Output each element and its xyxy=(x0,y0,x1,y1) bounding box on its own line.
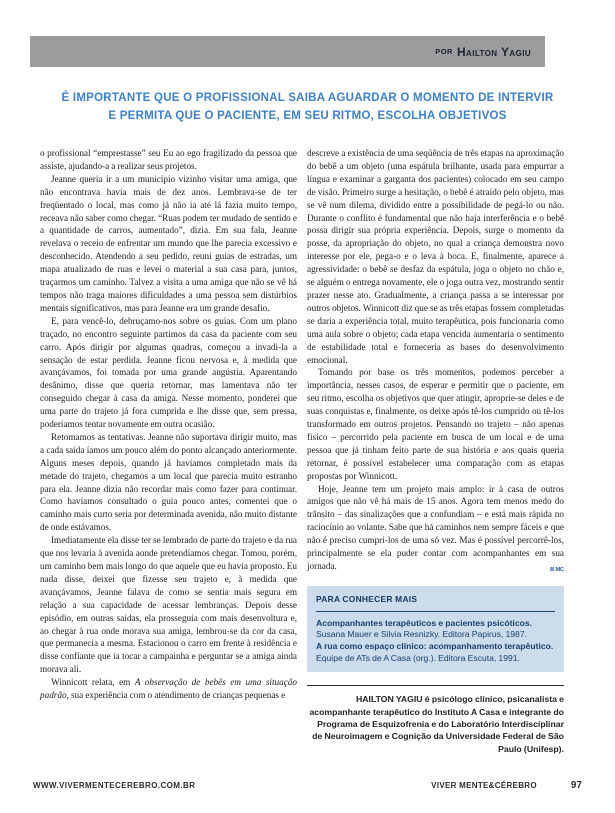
footer-right-group xyxy=(431,780,582,791)
article-paragraph xyxy=(40,173,297,315)
footer-website-url: WWW.VIVERMENTECEREBRO.COM.BR xyxy=(33,781,196,790)
article-paragraph xyxy=(40,147,297,173)
reference-title: A rua como espaço clínico: acompanhamento terapêutico. xyxy=(316,641,554,651)
know-more-entries xyxy=(316,618,555,664)
left-column xyxy=(40,147,297,755)
page-number: 97 xyxy=(570,780,582,791)
paragraph-text: Retomamos as tentativas. Jeanne não suportava dirigir muito, mas a cada saída íamos um pouco além do ponto alcançado anteriormente. Alguns meses depois, quando já havíamos completado mais da metade do trajeto, chegamos a um local que parecia muito estranho para ela. Jeanne dizia não recordar mais como fazer para continuar. Como havíamos consultado o guia pouco antes, comentei que o caminho mais curto seria por determinada avenida, não muito distante de onde estávamos. xyxy=(40,431,297,533)
article-paragraph xyxy=(307,483,564,573)
page-footer xyxy=(33,780,582,791)
article-paragraph xyxy=(40,676,297,702)
article-paragraph xyxy=(307,147,564,366)
author-bio xyxy=(307,693,564,755)
paragraph-text: Tomando por base os três momentos, podemos perceber a importância, nesses casos, de esperar e permitir que o paciente, em seu ritmo, escolha os objetivos que quer atingir, aproprie-se deles e de suas conquistas e, finalmente, os deixe após tê-los cumprido ou tê-los transformado em outros projetos. Pensando no trajeto – não apenas físico – percorrido pela paciente em busca de um local e de uma pessoa que já tinham feito parte de sua história e aos quais queria retornar, é possível estabelecer uma comparação com as etapas propostas por Winnicott. xyxy=(307,367,564,481)
article-body xyxy=(40,147,564,755)
book-title-italic: A observação de bebês em uma situação padrão xyxy=(40,677,297,701)
byline-author-name: Hailton Yagiu xyxy=(456,44,531,59)
footer-magazine-title: VIVER MENTE&CÉREBRO xyxy=(431,781,537,790)
article-paragraph xyxy=(40,431,297,534)
end-of-article-mark: MC xyxy=(539,564,564,577)
reference-entry xyxy=(316,641,555,664)
byline-prefix: POR xyxy=(435,47,453,56)
know-more-box xyxy=(307,586,564,672)
paragraph-text: Hoje, Jeanne tem um projeto mais amplo: ir à casa de outros amigos que não vê há mais de 15 anos. Agora tem menos medo do trânsito – das sinalizações que a confundiam – e está mais rápida no raciocínio ao volante. Sabe que há caminhos nem sempre fáceis e que não é preciso cumpri-los de uma só vez. Mas é possível percorrê-los, principalmente se ela puder contar com acompanhantes em sua jornada. xyxy=(307,483,564,571)
right-column xyxy=(307,147,564,755)
reference-entry xyxy=(316,618,555,641)
paragraph-text: Winnicott relata, em xyxy=(51,677,135,688)
paragraph-text: , sua experiência com o atendimento de crianças pequenas e xyxy=(66,690,286,701)
bio-divider-rule xyxy=(307,685,564,686)
headline-line-2: E PERMITA QUE O PACIENTE, EM SEU RITMO, ESCOLHA OBJETIVOS xyxy=(108,109,507,122)
headline-line-1: É IMPORTANTE QUE O PROFISSIONAL SAIBA AGUARDAR O MOMENTO DE INTERVIR xyxy=(61,92,554,104)
author-bio-name: HAILTON YAGIU xyxy=(355,694,423,705)
paragraph-text: descreve a existência de uma seqüência de três etapas na aproximação do bebê a um objeto (uma espátula brilhante, usada para empurrar a língua e examinar a garganta dos pacientes) colocado em seu campo de visão. Primeiro surge a hesitação, o bebê é atraído pelo objeto, mas se vê num dilema, dividido entre a possibilidade de pegá-lo ou não. Durante o conflito é fundamental que não haja interferência e o bebê possa dirigir sua própria experiência. Depois, surge o momento da posse, da apropriação do objeto, no qual a criança demonstra novo interesse por ele, pega-o e o leva à boca. E, finalmente, aparece a agressividade: o bebê se desfaz da espátula, joga o objeto no chão e, se alguém o entrega novamente, ele o joga outra vez, mostrando sentir prazer nesse ato. Gradualmente, a criança passa a se interessar por outros objetos. Winnicott diz que se as três etapas fossem completadas se daria a experiência total, muito terapêutica, pois funcionaria como uma aula sobre o objeto; cada etapa vencida aumentaria o sentimento de estabilidade total e forneceria as bases do desenvolvimento emocional. xyxy=(307,148,564,365)
reference-title: Acompanhantes terapêuticos e pacientes psicóticos. xyxy=(316,617,533,628)
paragraph-text: E, para vencê-lo, debruçamo-nos sobre os guias. Com um plano traçado, no encontro seguinte partimos da casa da paciente com seu carro. Após dirigir por algumas quadras, começou a invadi-la a sensação de estar perdida. Jeanne ficou nervosa e, à medida que avançávamos, foi tomada por uma grande angústia. Aparentando desânimo, disse que queria retornar, mas lamentava não ter conseguido chegar à casa da amiga. Nesse momento, ponderei que uma parte do trajeto já fora cumprida e lhe disse que, sem pressa, poderíamos tentar novamente em outra ocasião. xyxy=(40,315,297,430)
know-more-box-title: PARA CONHECER MAIS xyxy=(316,593,555,612)
article-paragraph xyxy=(40,315,297,431)
author-bio-text: é psicólogo clínico, psicanalista e acompanhante terapêutico do Instituto A Casa e integrante do Programa de Esquizofrenia e do Laboratório Interdisciplinar de Neuroimagem e Cognição da Universidade Federal de São Paulo (Unifesp). xyxy=(309,694,564,754)
reference-details: Susana Mauer e Silvia Resnizky. Editora Papirus, 1987. xyxy=(316,629,528,640)
paragraph-text: Imediatamente ela disse ter se lembrado de parte do trajeto e da rua que nos levaria à avenida aonde pretendíamos chegar. Tomou, porém, um caminho bem mais longo do que aquele que eu havia proposto. Eu nada disse, deixei que fizesse seu trajeto e, à medida que avançávamos, Jeanne falava de como se sentia mais segura em relação a sua capacidade de acessar lembranças. Depois desse episódio, em outras saídas, ela prosseguia com mais desenvoltura e, ao chegar à rua onde morava sua amiga, lembrou-se da cor da casa, que permanecia a mesma. Estacionou o carro em frente à residência e disse confiante que ia tocar a campainha e perguntar se a amiga ainda morava ali. xyxy=(40,535,297,675)
byline-bar xyxy=(30,36,545,67)
article-paragraph xyxy=(307,366,564,482)
paragraph-text: Jeanne queria ir a um município vizinho visitar uma amiga, que não encontrava havia mais de dez anos. Lembrava-se de ter freqüentado o local, mas como já não ia até lá fazia muito tempo, receava não saber como chegar. “Ruas podem ter mudado de sentido e a quantidade de carros, aumentado”, dizia. Em sua fala, Jeanne revelava o receio de enfrentar um mundo que lhe parecia excessivo e desconhecido. Atendendo a seu pedido, reuni guias de estradas, um mapa atualizado de ruas e levei o material a sua casa para, juntos, traçarmos um caminho. Talvez a visita a uma amiga que não se vê há tempos não traga maiores dificuldades a uma pessoa sem distúrbios mentais significativos, mas para Jeanne era um grande desafio. xyxy=(40,173,297,313)
reference-details: Equipe de ATs de A Casa (org.). Editora Escuta, 1991. xyxy=(316,652,520,663)
paragraph-text: o profissional “emprestasse” seu Eu ao ego fragilizado da pessoa que assiste, ajudando-a a realizar seus projetos. xyxy=(40,148,297,171)
article-headline xyxy=(30,90,585,125)
article-paragraph xyxy=(40,534,297,676)
right-column-paragraphs xyxy=(307,147,564,573)
